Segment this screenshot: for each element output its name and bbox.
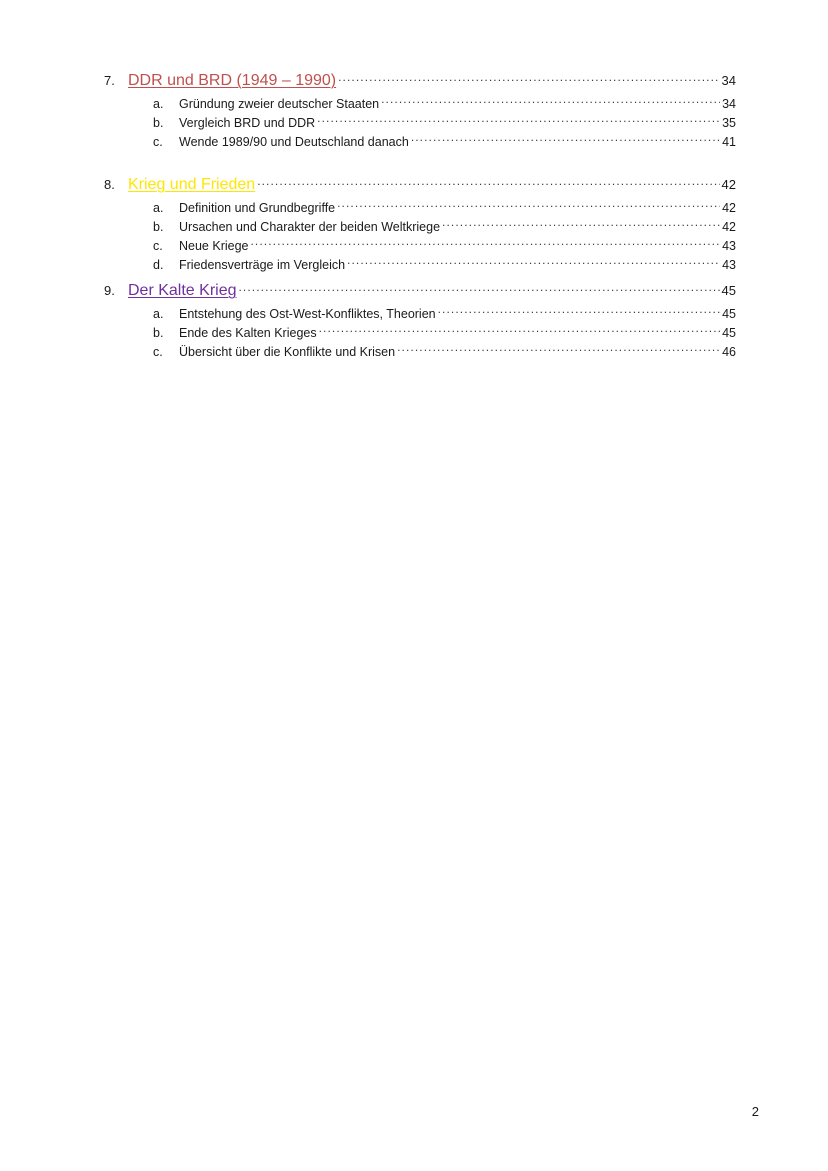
toc-item-9b[interactable] — [153, 324, 736, 340]
chapter-number: 9. — [104, 283, 115, 298]
item-page: 34 — [722, 96, 736, 111]
item-page: 41 — [722, 134, 736, 149]
item-label[interactable]: Gründung zweier deutscher Staaten — [179, 96, 380, 111]
toc-item-8a[interactable] — [153, 199, 736, 215]
toc-item-9c[interactable] — [153, 343, 736, 359]
item-letter: c. — [153, 238, 163, 253]
toc-item-8c[interactable] — [153, 237, 736, 253]
dot-leader — [381, 95, 720, 108]
dot-leader — [257, 176, 719, 189]
chapter-number: 8. — [104, 177, 115, 192]
item-page: 43 — [722, 238, 736, 253]
item-page: 42 — [722, 219, 736, 234]
item-page: 45 — [722, 306, 736, 321]
dot-leader — [239, 282, 720, 295]
item-letter: a. — [153, 306, 164, 321]
toc-chapter-9[interactable] — [104, 282, 736, 300]
item-letter: b. — [153, 219, 164, 234]
toc-chapter-8[interactable] — [104, 176, 736, 194]
dot-leader — [438, 305, 720, 318]
item-letter: c. — [153, 344, 163, 359]
chapter-title[interactable]: Der Kalte Krieg — [128, 282, 237, 299]
dot-leader — [319, 324, 721, 337]
dot-leader — [347, 256, 720, 269]
toc-item-8d[interactable] — [153, 256, 736, 272]
dot-leader — [397, 343, 720, 356]
chapter-number: 7. — [104, 73, 115, 88]
item-label[interactable]: Entstehung des Ost-West-Konfliktes, Theorien — [179, 306, 436, 321]
toc-chapter-7[interactable] — [104, 72, 736, 90]
dot-leader — [337, 199, 720, 212]
toc-item-7c[interactable] — [153, 133, 736, 149]
item-letter: b. — [153, 115, 164, 130]
item-label[interactable]: Friedensverträge im Vergleich — [179, 257, 346, 272]
toc-item-8b[interactable] — [153, 218, 736, 234]
item-page: 45 — [722, 325, 736, 340]
dot-leader — [411, 133, 720, 146]
chapter-title[interactable]: Krieg und Frieden — [128, 176, 256, 193]
chapter-page: 42 — [721, 177, 736, 192]
item-letter: a. — [153, 200, 164, 215]
dot-leader — [442, 218, 720, 231]
dot-leader — [251, 237, 721, 250]
item-letter: b. — [153, 325, 164, 340]
dot-leader — [317, 114, 720, 127]
item-label[interactable]: Ende des Kalten Krieges — [179, 325, 317, 340]
item-label[interactable]: Vergleich BRD und DDR — [179, 115, 316, 130]
toc-item-9a[interactable] — [153, 305, 736, 321]
chapter-page: 34 — [721, 73, 736, 88]
item-letter: d. — [153, 257, 164, 272]
page-number: 2 — [751, 1104, 759, 1119]
chapter-title[interactable]: DDR und BRD (1949 – 1990) — [128, 72, 337, 89]
item-page: 46 — [722, 344, 736, 359]
item-letter: a. — [153, 96, 164, 111]
item-letter: c. — [153, 134, 163, 149]
dot-leader — [338, 72, 719, 85]
item-label[interactable]: Wende 1989/90 und Deutschland danach — [179, 134, 409, 149]
toc-item-7a[interactable] — [153, 95, 736, 111]
item-label[interactable]: Neue Kriege — [179, 238, 249, 253]
item-label[interactable]: Definition und Grundbegriffe — [179, 200, 336, 215]
item-label[interactable]: Ursachen und Charakter der beiden Weltkriege — [179, 219, 441, 234]
item-page: 42 — [722, 200, 736, 215]
item-page: 35 — [722, 115, 736, 130]
toc-item-7b[interactable] — [153, 114, 736, 130]
item-label[interactable]: Übersicht über die Konflikte und Krisen — [179, 344, 396, 359]
chapter-page: 45 — [721, 283, 736, 298]
item-page: 43 — [722, 257, 736, 272]
